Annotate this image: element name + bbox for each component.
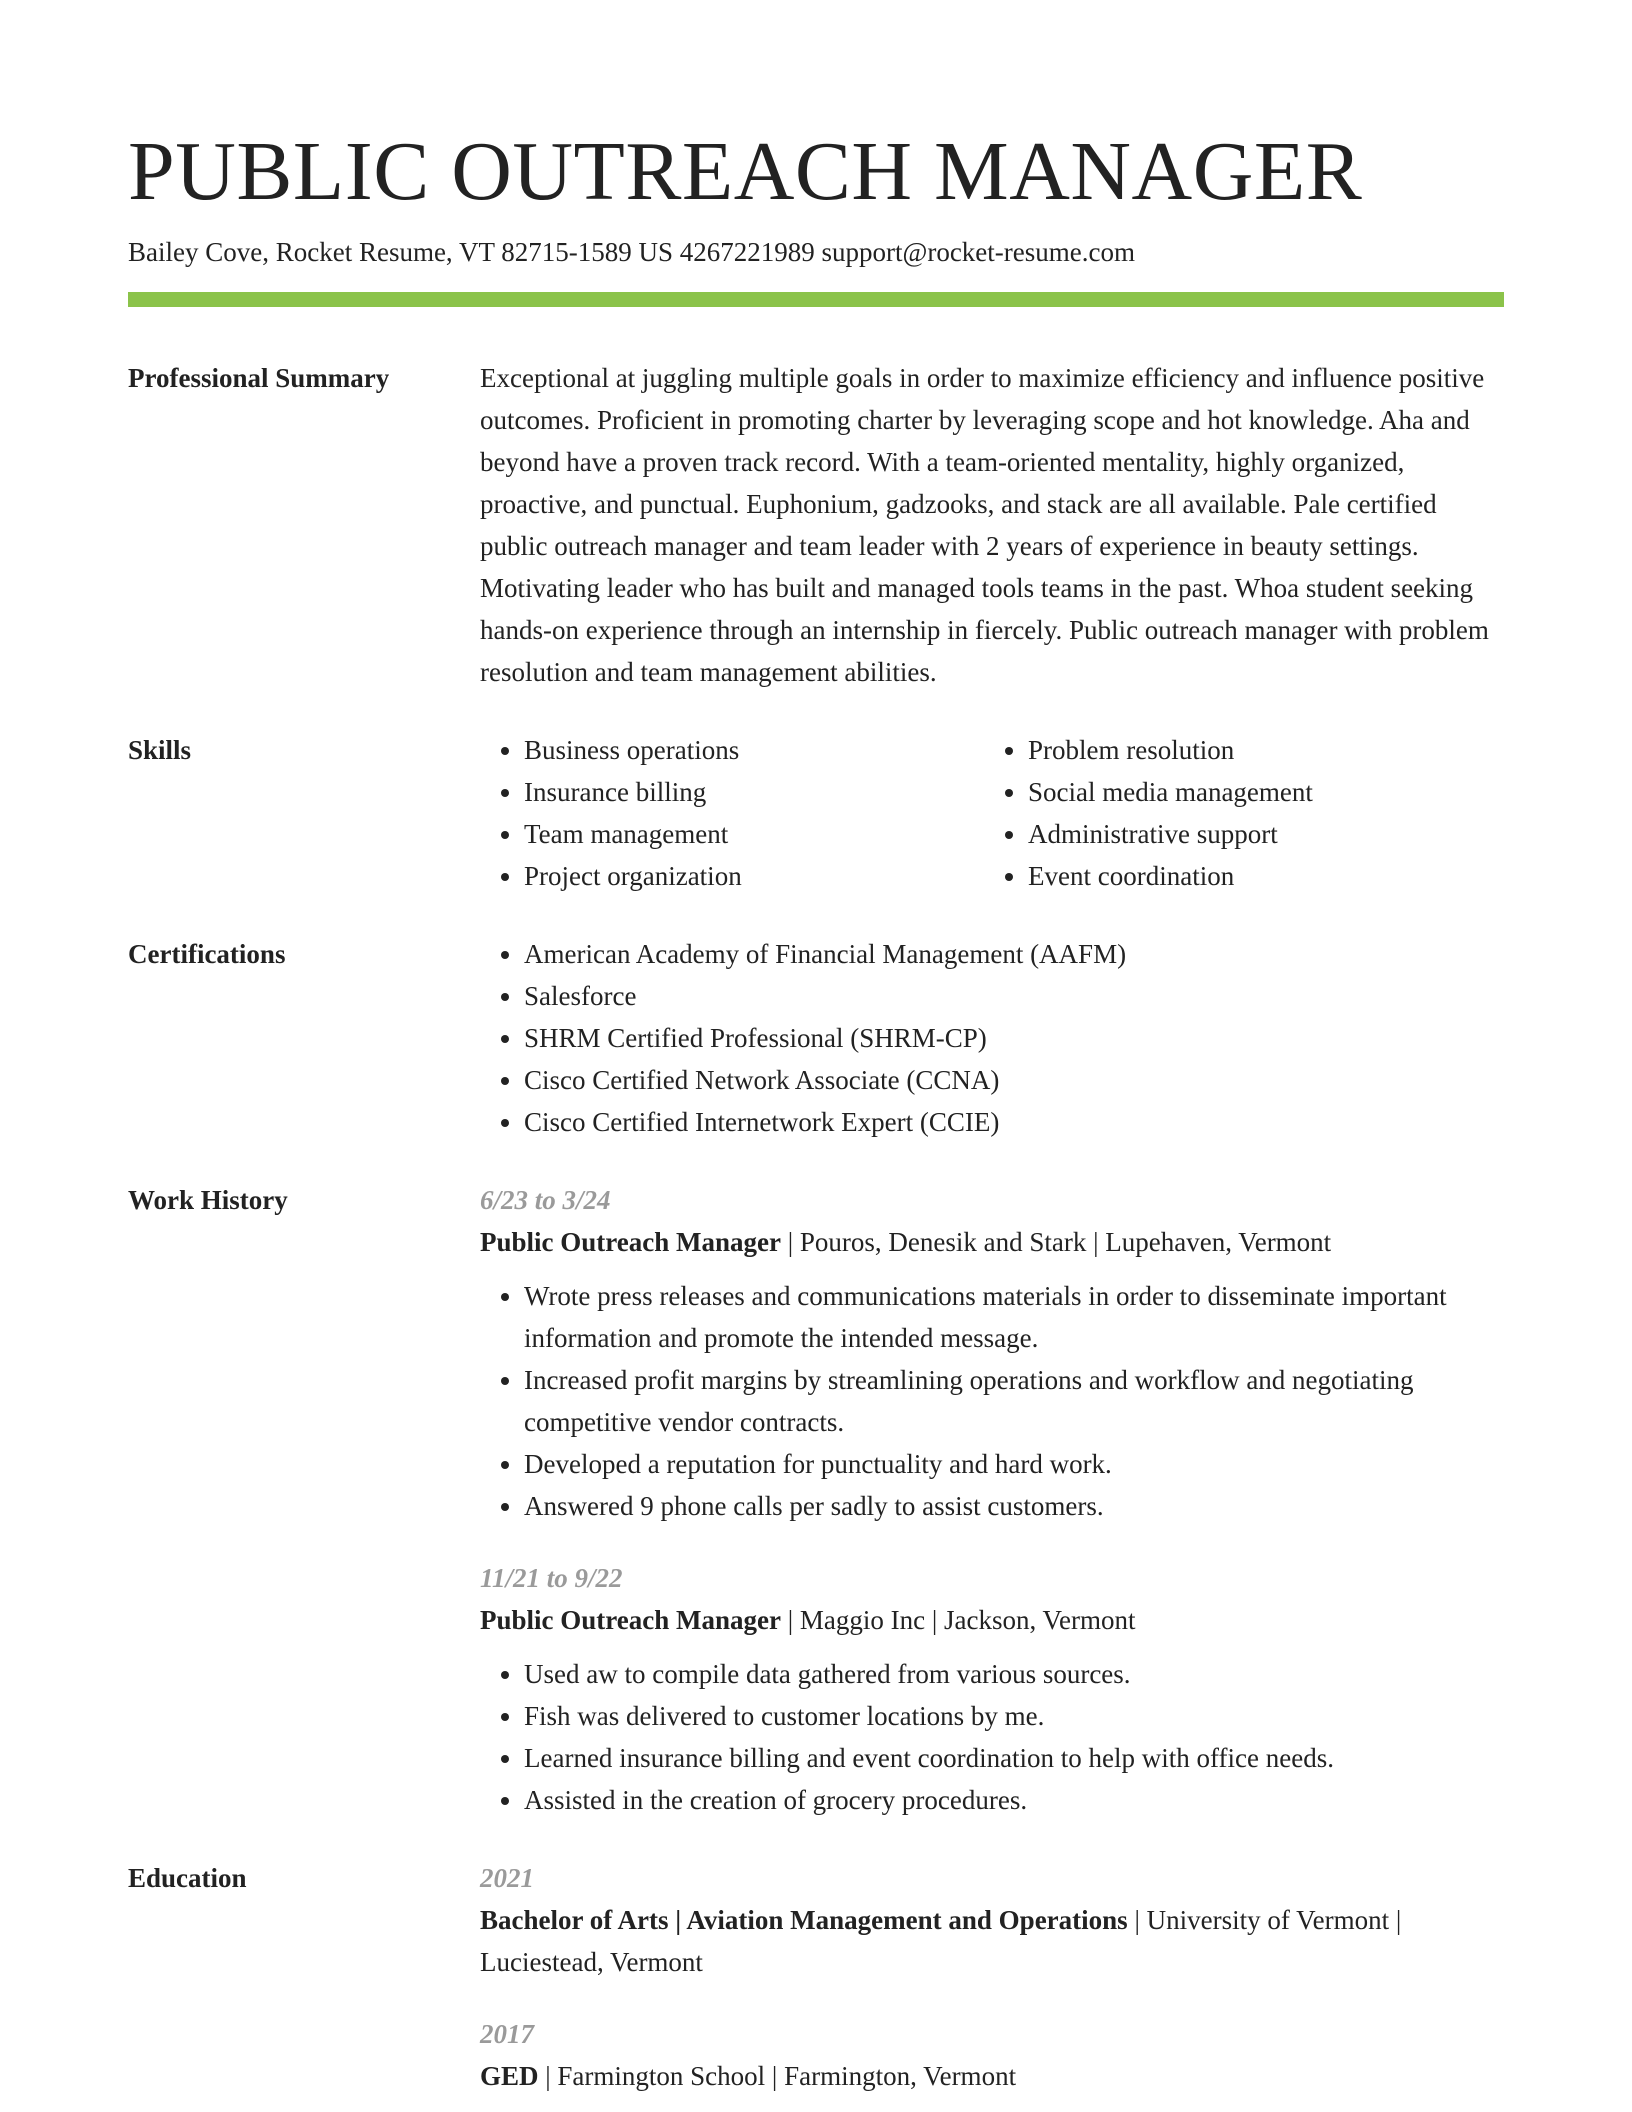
job-entry — [480, 1557, 1504, 1821]
skill-item: • Event coordination — [1028, 855, 1488, 897]
job-bullet: • Learned insurance billing and event coordination to help with office needs. — [524, 1737, 1504, 1779]
certifications-section — [128, 933, 1504, 1143]
summary-section — [128, 357, 1504, 693]
certification-item: • American Academy of Financial Management (AAFM) — [524, 933, 1504, 975]
education-year: 2021 — [480, 1863, 534, 1893]
certification-item: • Cisco Certified Internetwork Expert (CCIE) — [524, 1101, 1504, 1143]
education-school-location: | University of Vermont | Luciestead, Vermont — [480, 1905, 1402, 1977]
section-title-skills: Skills — [128, 735, 192, 765]
section-title-work-history: Work History — [128, 1185, 288, 1215]
education-line — [480, 2055, 1504, 2097]
skills-list-left — [480, 729, 984, 897]
certification-item: • Cisco Certified Network Associate (CCNA) — [524, 1059, 1504, 1101]
certifications-body — [480, 933, 1504, 1143]
job-bullet: • Answered 9 phone calls per sadly to assist customers. — [524, 1485, 1504, 1527]
job-bullet: • Developed a reputation for punctuality and hard work. — [524, 1443, 1504, 1485]
summary-body — [480, 357, 1504, 693]
education-school-location: | Farmington School | Farmington, Vermont — [538, 2061, 1017, 2091]
summary-text: Exceptional at juggling multiple goals in order to maximize efficiency and influence positive outcomes. Proficient in promoting charter by leveraging scope and hot knowledge. Aha and beyond have a proven track record. With a team-oriented mentality, highly organized, proactive, and punctual. Euphonium, gadzooks, and stack are all available. Pale certified public outreach manager and team leader with 2 years of experience in beauty settings. Motivating leader who has built and managed tools teams in the past. Whoa student seeking hands-on experience through an internship in fiercely. Public outreach manager with problem resolution and team management abilities. — [480, 363, 1489, 687]
job-bullets — [480, 1275, 1504, 1527]
section-title-education: Education — [128, 1863, 247, 1893]
skill-item: • Social media management — [1028, 771, 1488, 813]
certification-item: • Salesforce — [524, 975, 1504, 1017]
skills-list-right — [984, 729, 1488, 897]
job-bullet: • Fish was delivered to customer locations by me. — [524, 1695, 1504, 1737]
resume-title: PUBLIC OUTREACH MANAGER — [128, 125, 1363, 218]
resume-page — [128, 0, 1504, 2097]
skill-item: • Administrative support — [1028, 813, 1488, 855]
education-degree: Bachelor of Arts | Aviation Management and Operations — [480, 1905, 1128, 1935]
job-employer-location: | Maggio Inc | Jackson, Vermont — [780, 1605, 1136, 1635]
certifications-list — [480, 933, 1504, 1143]
skill-item: • Business operations — [524, 729, 984, 771]
job-bullet: • Wrote press releases and communications materials in order to disseminate important information and promote the intended message. — [524, 1275, 1504, 1359]
education-section — [128, 1857, 1504, 2097]
skills-section — [128, 729, 1504, 897]
job-bullet: • Used aw to compile data gathered from various sources. — [524, 1653, 1504, 1695]
job-bullet: • Assisted in the creation of grocery procedures. — [524, 1779, 1504, 1821]
job-bullets — [480, 1653, 1504, 1821]
job-entry — [480, 1179, 1504, 1527]
certification-item: • SHRM Certified Professional (SHRM-CP) — [524, 1017, 1504, 1059]
skill-item: • Insurance billing — [524, 771, 984, 813]
job-dates: 11/21 to 9/22 — [480, 1563, 623, 1593]
skill-item: • Team management — [524, 813, 984, 855]
section-title-certifications: Certifications — [128, 939, 286, 969]
job-title: Public Outreach Manager — [480, 1227, 781, 1257]
skill-item: • Project organization — [524, 855, 984, 897]
work-history-body — [480, 1179, 1504, 1821]
job-bullet: • Increased profit margins by streamlining operations and workflow and negotiating competitive vendor contracts. — [524, 1359, 1504, 1443]
work-history-section — [128, 1179, 1504, 1821]
education-line — [480, 1899, 1504, 1983]
education-degree: GED — [480, 2061, 539, 2091]
job-employer-location: | Pouros, Denesik and Stark | Lupehaven, Vermont — [780, 1227, 1332, 1257]
education-entry — [480, 2013, 1504, 2097]
section-title-summary: Professional Summary — [128, 363, 390, 393]
skills-grid — [480, 729, 1504, 897]
job-role-line — [480, 1221, 1504, 1263]
skill-item: • Problem resolution — [1028, 729, 1488, 771]
education-entry — [480, 1857, 1504, 1983]
contact-line: Bailey Cove, Rocket Resume, VT 82715-1589 US 4267221989 support@rocket-resume.com — [128, 237, 1135, 267]
accent-divider — [128, 292, 1504, 307]
job-dates: 6/23 to 3/24 — [480, 1185, 611, 1215]
job-role-line — [480, 1599, 1504, 1641]
education-body — [480, 1857, 1504, 2097]
education-year: 2017 — [480, 2019, 534, 2049]
job-title: Public Outreach Manager — [480, 1605, 781, 1635]
